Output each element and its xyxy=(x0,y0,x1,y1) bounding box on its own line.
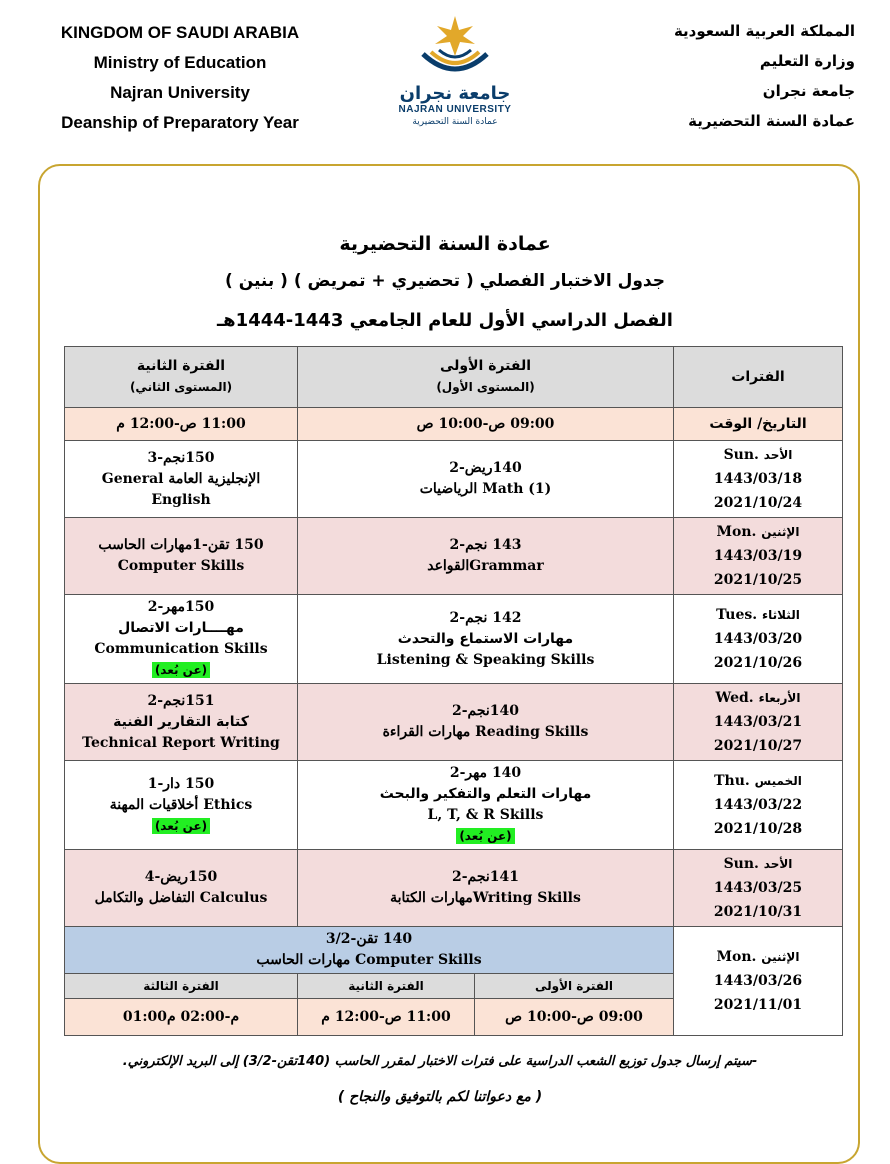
date-time-label: التاريخ/ الوقت xyxy=(674,408,843,441)
logo-english-name: NAJRAN UNIVERSITY xyxy=(398,104,512,115)
gregorian-date: 2021/10/25 xyxy=(713,572,803,588)
time-row xyxy=(65,408,843,441)
first-period-cell xyxy=(298,518,674,595)
first-period-header xyxy=(298,347,674,408)
gregorian-date: 2021/10/26 xyxy=(713,655,803,671)
sub-times xyxy=(298,999,674,1036)
table-row xyxy=(65,850,843,927)
course-name: Math (1) الرياضيات xyxy=(419,481,552,497)
third-time: 01:00م-02:00 م xyxy=(122,1008,240,1025)
day-cell xyxy=(674,927,843,1036)
exam-schedule-table xyxy=(64,346,843,1036)
first-period-level: (المستوى الأول) xyxy=(436,380,535,394)
course-code: 150مهر-2 xyxy=(147,599,215,615)
header-en-line: Ministry of Education xyxy=(93,53,267,72)
title-block xyxy=(40,228,850,340)
day-cell xyxy=(674,518,843,595)
day-ar: الخميس xyxy=(754,774,802,788)
course-name-en: Computer Skills xyxy=(117,558,245,574)
day-ar: الإثنين xyxy=(761,525,800,539)
table-row xyxy=(65,441,843,518)
course-name: الإنجليزية العامة General xyxy=(101,470,261,487)
second-period-cell xyxy=(65,684,298,761)
header-ar-line: المملكة العربية السعودية xyxy=(673,22,855,40)
first-period-cell xyxy=(298,684,674,761)
day-en: Thu. xyxy=(714,773,750,789)
day-en: Mon. xyxy=(716,949,757,965)
course-code: 140ريض-2 xyxy=(449,460,522,476)
second-period-cell xyxy=(65,441,298,518)
day-en: Sun. xyxy=(723,447,759,463)
course-name: Writing Skillsمهارات الكتابة xyxy=(390,890,581,906)
header-ar-line: وزارة التعليم xyxy=(759,52,855,70)
gregorian-date: 2021/10/28 xyxy=(713,821,803,837)
second-period-cell xyxy=(65,595,298,684)
course-code: 150ريض-4 xyxy=(144,869,218,885)
second-time: 11:00 ص-12:00 م xyxy=(298,999,475,1035)
course-code: 141نجم-2 xyxy=(451,869,520,885)
course-code: 140 مهر-2 xyxy=(449,765,522,781)
course-code: 142 نجم-2 xyxy=(449,609,522,626)
course-name: Calculus التفاضل والتكامل xyxy=(94,890,268,906)
day-cell xyxy=(674,761,843,850)
gregorian-date: 2021/11/01 xyxy=(713,997,803,1013)
gregorian-date: 2021/10/31 xyxy=(713,904,803,920)
first-period-cell xyxy=(298,850,674,927)
day-ar: الثلاثاء xyxy=(762,608,800,622)
day-cell xyxy=(674,441,843,518)
course-code: 150نجم-3 xyxy=(147,449,215,466)
table-row xyxy=(65,595,843,684)
course-name: Reading Skills مهارات القراءة xyxy=(382,724,589,740)
distance-badge: (عن بُعد) xyxy=(456,828,514,844)
second-period-label: الفترة الثانية xyxy=(298,974,475,998)
header-arabic xyxy=(615,16,855,136)
day-cell xyxy=(674,595,843,684)
course-code: 150 تقن-1مهارات الحاسب xyxy=(98,537,264,553)
hijri-date: 1443/03/25 xyxy=(713,880,803,896)
day-cell xyxy=(674,684,843,761)
course-code: 150 دار-1 xyxy=(147,775,215,792)
deanship-title: عمادة السنة التحضيرية xyxy=(339,233,551,255)
day-en: Sun. xyxy=(723,856,759,872)
day-ar: الأربعاء xyxy=(758,691,801,705)
second-period-header xyxy=(65,347,298,408)
table-row xyxy=(65,761,843,850)
computer-skills-cell xyxy=(65,927,674,974)
second-period-title: الفترة الثانية xyxy=(136,358,226,374)
hijri-date: 1443/03/22 xyxy=(713,797,803,813)
course-name-en: L, T, & R Skills xyxy=(427,807,544,823)
day-ar: الإثنين xyxy=(761,950,800,964)
distance-badge: (عن بُعد) xyxy=(152,662,210,678)
second-period-cell xyxy=(65,518,298,595)
second-period-cell xyxy=(65,850,298,927)
course-name-en: Communication Skills xyxy=(94,641,268,657)
course-name: كتابة التقارير الفنية xyxy=(113,713,249,730)
course-name-en: Technical Report Writing xyxy=(82,734,280,751)
course-name-en: English xyxy=(151,491,211,508)
sub-period-headers-b xyxy=(298,974,674,999)
gregorian-date: 2021/10/24 xyxy=(713,495,803,511)
course-name: Computer Skills مهارات الحاسب xyxy=(256,952,482,968)
table-header-row xyxy=(65,347,843,408)
semester-title: الفصل الدراسي الأول للعام الجامعي 1443-1444هـ xyxy=(217,310,673,331)
last-day-row xyxy=(65,927,843,974)
header-en-line: Najran University xyxy=(110,83,250,102)
course-code: 151نجم-2 xyxy=(147,692,215,709)
day-en: Mon. xyxy=(716,524,757,540)
course-name: مهــــارات الاتصال xyxy=(118,620,244,636)
second-period-cell xyxy=(65,761,298,850)
periods-header: الفترات xyxy=(674,347,843,408)
first-period-title: الفترة الأولى xyxy=(439,358,532,374)
day-cell xyxy=(674,850,843,927)
first-period-cell xyxy=(298,761,674,850)
day-en: Tues. xyxy=(716,607,758,623)
second-period-time: 11:00 ص-12:00 م xyxy=(65,408,298,441)
hijri-date: 1443/03/26 xyxy=(713,973,803,989)
course-name: Grammarالقواعد xyxy=(427,558,544,574)
first-time: 09:00 ص-10:00 ص xyxy=(505,1009,643,1025)
logo-subtitle: عمادة السنة التحضيرية xyxy=(412,117,498,127)
course-code: 140نجم-2 xyxy=(451,703,520,719)
course-name-en: Listening & Speaking Skills xyxy=(376,651,595,668)
university-logo xyxy=(390,12,520,142)
day-en: Wed. xyxy=(715,690,754,706)
day-ar: الأحد xyxy=(763,448,793,462)
day-ar: الأحد xyxy=(763,857,793,871)
header-en-line: Deanship of Preparatory Year xyxy=(61,113,299,132)
course-name: مهارات التعلم والتفكير والبحث xyxy=(379,786,592,802)
logo-arabic-name: جامعة نجران xyxy=(399,83,511,104)
header-english xyxy=(30,18,330,138)
distance-badge: (عن بُعد) xyxy=(152,818,210,834)
course-name: مهارات الاستماع والتحدث xyxy=(397,630,574,647)
table-row xyxy=(65,684,843,761)
header-ar-line: جامعة نجران xyxy=(762,82,855,100)
course-code: 140 تقن-3/2 xyxy=(325,931,413,947)
schedule-title: جدول الاختبار الفصلي ( تحضيري + تمريض ) ( بنين ) xyxy=(225,271,665,291)
hijri-date: 1443/03/21 xyxy=(713,714,803,730)
course-code: 143 نجم-2 xyxy=(449,537,522,553)
hijri-date: 1443/03/19 xyxy=(713,548,803,564)
first-period-cell xyxy=(298,595,674,684)
good-luck-wish: ( مع دعواتنا لكم بالتوفيق والنجاح ) xyxy=(337,1089,543,1105)
course-name: Ethics أخلاقيات المهنة xyxy=(109,796,253,813)
hijri-date: 1443/03/20 xyxy=(713,631,803,647)
star-emblem-icon xyxy=(415,12,495,84)
header-en-line: KINGDOM OF SAUDI ARABIA xyxy=(60,23,300,42)
first-period-label: الفترة الأولى xyxy=(534,979,614,993)
table-row xyxy=(65,518,843,595)
gregorian-date: 2021/10/27 xyxy=(713,738,803,754)
sub-period-headers xyxy=(65,974,298,999)
third-period-label: الفترة الثالثة xyxy=(143,979,219,993)
header-ar-line: عمادة السنة التحضيرية xyxy=(688,112,855,130)
hijri-date: 1443/03/18 xyxy=(713,471,803,487)
second-period-level: (المستوى الثاني) xyxy=(129,380,233,394)
first-period-cell xyxy=(298,441,674,518)
first-period-time: 09:00 ص-10:00 ص xyxy=(298,408,674,441)
distribution-note: -سيتم إرسال جدول توزيع الشعب الدراسية على فترات الاختبار لمقرر الحاسب (140تقن-3/2) إلى البريد الإلكتروني. xyxy=(122,1054,758,1069)
third-period-time xyxy=(65,999,298,1036)
